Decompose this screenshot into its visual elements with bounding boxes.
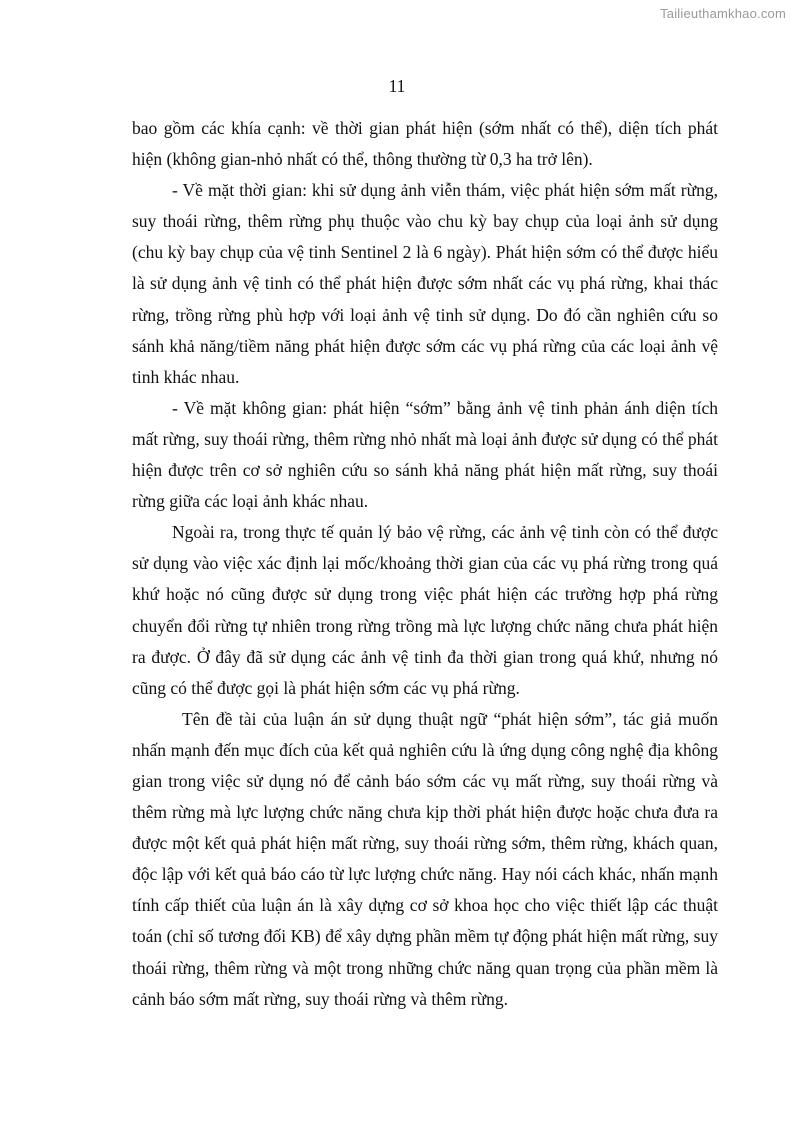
paragraph-additional: Ngoài ra, trong thực tế quản lý bảo vệ rừng, các ảnh vệ tinh còn có thể được sử dụng vào việc xác định lại mốc/khoảng thời gian của các vụ phá rừng trong quá khứ hoặc nó cũng được sử dụng trong việc phát hiện các trường hợp phá rừng chuyển đổi rừng tự nhiên trong rừng trồng mà lực lượng chức năng chưa phát hiện ra được. Ở đây đã sử dụng các ảnh vệ tinh đa thời gian trong quá khứ, nhưng nó cũng có thể được gọi là phát hiện sớm các vụ phá rừng.: [132, 522, 718, 698]
page-number: 11: [388, 76, 406, 96]
paragraph-time-aspect: - Về mặt thời gian: khi sử dụng ảnh viễn thám, việc phát hiện sớm mất rừng, suy thoái rừng, thêm rừng phụ thuộc vào chu kỳ bay chụp của loại ảnh sử dụng (chu kỳ bay chụp của vệ tinh Sentinel 2 là 6 ngày). Phát hiện sớm có thể được hiểu là sử dụng ảnh vệ tinh có thể phát hiện được sớm nhất các vụ phá rừng, khai thác rừng, trồng rừng phù hợp với loại ảnh vệ tinh sử dụng. Do đó cần nghiên cứu so sánh khả năng/tiềm năng phát hiện được sớm các vụ phá rừng của các loại ảnh vệ tinh khác nhau.: [132, 180, 718, 387]
document-body: [132, 113, 718, 1015]
paragraph-continuation: bao gồm các khía cạnh: về thời gian phát hiện (sớm nhất có thể), diện tích phát hiện (không gian-nhỏ nhất có thể, thông thường từ 0,3 ha trở lên).: [132, 118, 718, 170]
watermark: Tailieuthamkhao.com: [660, 6, 786, 21]
paragraph-space-aspect: - Về mặt không gian: phát hiện “sớm” bằng ảnh vệ tinh phản ánh diện tích mất rừng, suy thoái rừng, thêm rừng nhỏ nhất mà loại ảnh được sử dụng có thể phát hiện được trên cơ sở nghiên cứu so sánh khả năng phát hiện mất rừng, suy thoái rừng giữa các loại ảnh khác nhau.: [132, 397, 718, 512]
paragraph-thesis-title: Tên đề tài của luận án sử dụng thuật ngữ “phát hiện sớm”, tác giả muốn nhấn mạnh đến mục đích của kết quả nghiên cứu là ứng dụng công nghệ địa không gian trong việc sử dụng nó để cảnh báo sớm các vụ mất rừng, suy thoái rừng và thêm rừng mà lực lượng chức năng chưa kịp thời phát hiện được hoặc chưa đưa ra được một kết quả phát hiện mất rừng, suy thoái rừng sớm, thêm rừng, khách quan, độc lập với kết quả báo cáo từ lực lượng chức năng. Hay nói cách khác, nhấn mạnh tính cấp thiết của luận án là xây dựng cơ sở khoa học cho việc thiết lập các thuật toán (chỉ số tương đối KB) để xây dựng phần mềm tự động phát hiện mất rừng, suy thoái rừng, thêm rừng và một trong những chức năng quan trọng của phần mềm là cảnh báo sớm mất rừng, suy thoái rừng và thêm rừng.: [132, 708, 718, 1009]
